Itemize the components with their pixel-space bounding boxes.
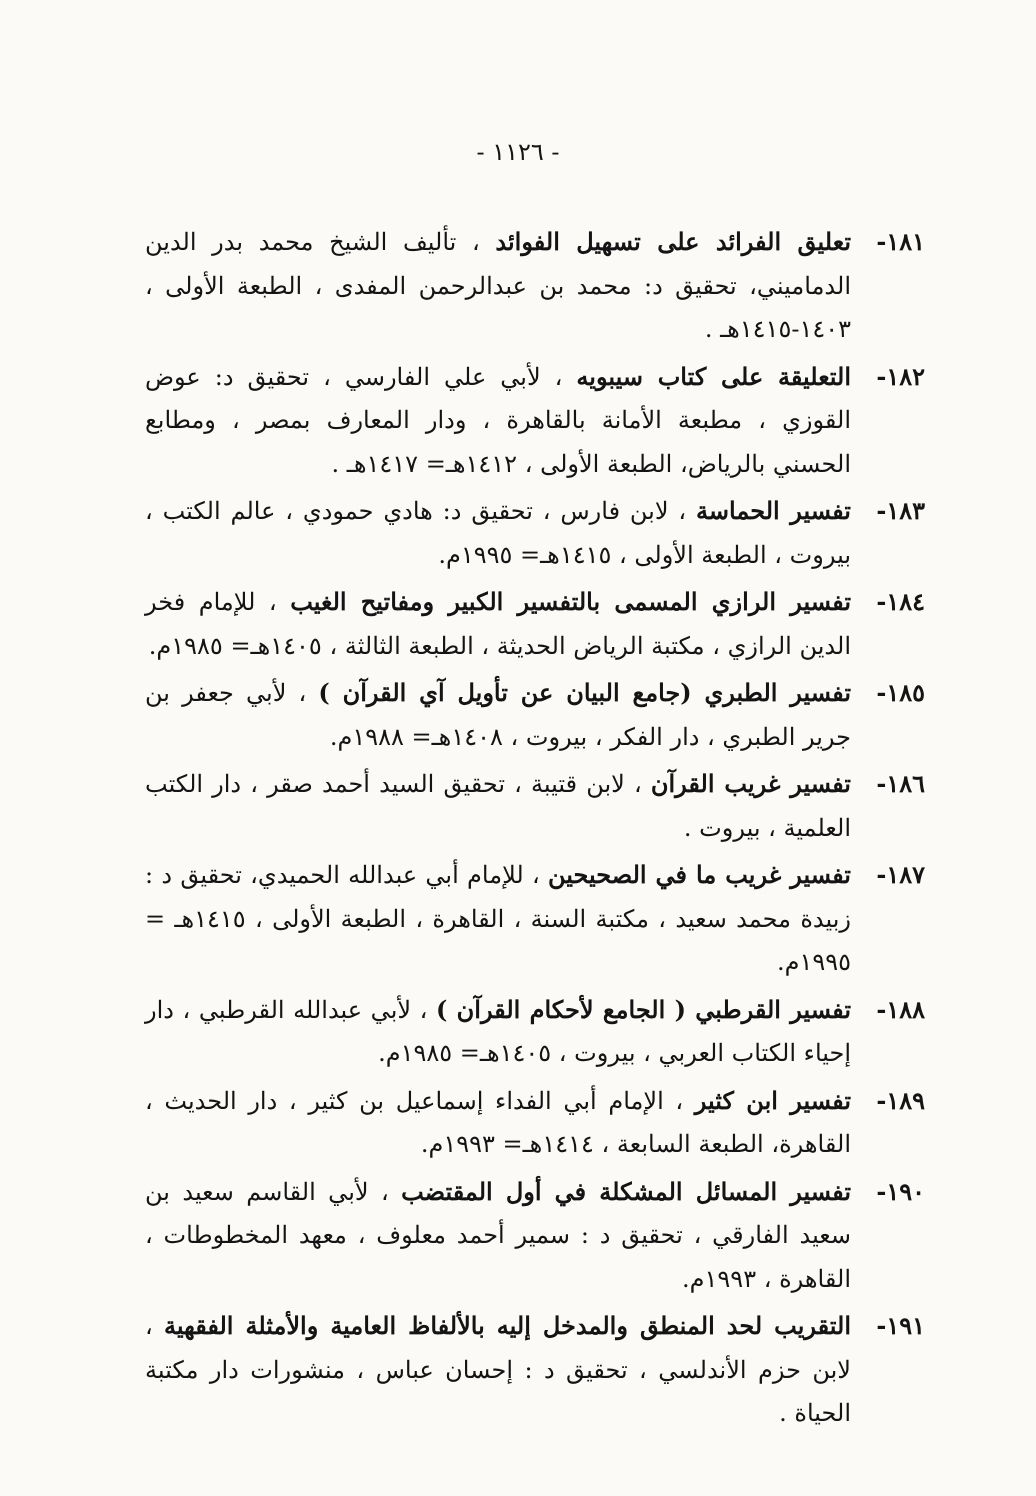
entry-details: ، للإمام فخر الدين الرازي ، مكتبة الرياض الحديثة ، الطبعة الثالثة ، ١٤٠٥هـ= ١٩٨٥م. <box>145 588 851 660</box>
list-item <box>145 1170 925 1302</box>
entry-title: التقريب لحد المنطق والمدخل إليه بالألفاظ العامية والأمثلة الفقهية <box>164 1311 851 1340</box>
page-number: - ١١٢٦ - <box>476 138 560 166</box>
entry-title: تفسير القرطبي ( الجامع لأحكام القرآن ) <box>435 994 851 1024</box>
entry-details: ، لابن قتيبة ، تحقيق السيد أحمد صقر ، دار الكتب العلمية ، بيروت . <box>145 770 851 842</box>
entry-details: ، لأبي جعفر بن جرير الطبري ، دار الفكر ، بيروت ، ١٤٠٨هـ= ١٩٨٨م. <box>145 679 851 751</box>
list-item <box>145 355 925 487</box>
entry-number: ١٨٩- <box>876 1085 925 1115</box>
entry-number: ١٩١- <box>876 1311 925 1340</box>
entry-number: ١٨٢- <box>876 361 925 391</box>
entry-title: تفسير الرازي المسمى بالتفسير الكبير ومفاتيح الغيب <box>290 587 852 616</box>
entry-number: ١٨١- <box>876 227 925 256</box>
entry-number: ١٨٧- <box>876 860 925 889</box>
list-item <box>145 1304 925 1436</box>
list-item <box>145 762 925 850</box>
entry-title: تفسير ابن كثير <box>694 1085 852 1115</box>
entry-title: تفسير الطبري (جامع البيان عن تأويل آي القرآن ) <box>318 678 851 707</box>
entry-title: تعليق الفرائد على تسهيل الفوائد <box>495 227 851 256</box>
entry-details: ، الإمام أبي الفداء إسماعيل بن كثير ، دار الحديث ، القاهرة، الطبعة السابعة ، ١٤١٤هـ= ١٩٩٣م. <box>145 1086 851 1158</box>
entry-title: تفسير غريب القرآن <box>650 769 851 798</box>
entry-title: التعليقة على كتاب سيبويه <box>576 361 852 391</box>
entry-details: ، لأبي علي الفارسي ، تحقيق د: عوض القوزي ، مطبعة الأمانة بالقاهرة ، ودار المعارف بمصر ، ومطابع الحسني بالرياض، الطبعة الأولى ، ١٤١٢هـ= ١٤١٧هـ . <box>145 362 851 478</box>
entry-details: ، لأبي القاسم سعيد بن سعيد الفارقي ، تحقيق د : سمير أحمد معلوف ، معهد المخطوطات ، القاهرة ، ١٩٩٣م. <box>145 1177 851 1293</box>
entry-details: ، للإمام أبي عبدالله الحميدي، تحقيق د : زبيدة محمد سعيد ، مكتبة السنة ، القاهرة ، الطبعة الأولى ، ١٤١٥هـ = ١٩٩٥م. <box>145 861 851 976</box>
entry-title: تفسير غريب ما في الصحيحين <box>548 860 851 889</box>
entry-details: ، تأليف الشيخ محمد بدر الدين الدماميني، تحقيق د: محمد بن عبدالرحمن المفدى ، الطبعة الأولى ، ١٤٠٣-١٤١٥هـ . <box>145 228 851 343</box>
list-item <box>145 671 925 759</box>
entry-details: ، لابن فارس ، تحقيق د: هادي حمودي ، عالم الكتب ، بيروت ، الطبعة الأولى ، ١٤١٥هـ= ١٩٩٥م. <box>145 497 851 569</box>
entry-number: ١٨٦- <box>876 769 925 798</box>
list-item <box>145 853 925 985</box>
entry-details: ، لابن حزم الأندلسي ، تحقيق د : إحسان عباس ، منشورات دار مكتبة الحياة . <box>145 1312 851 1427</box>
list-item <box>145 580 925 668</box>
bibliography-list <box>145 220 925 1439</box>
list-item <box>145 988 925 1076</box>
entry-number: ١٨٥- <box>876 678 925 707</box>
entry-number: ١٨٤- <box>876 587 925 616</box>
entry-details: ، لأبي عبدالله القرطبي ، دار إحياء الكتاب العربي ، بيروت ، ١٤٠٥هـ= ١٩٨٥م. <box>145 995 851 1067</box>
list-item <box>145 220 925 352</box>
entry-number: ١٨٣- <box>876 496 925 525</box>
entry-title: تفسير الحماسة <box>696 496 851 525</box>
entry-number: ١٨٨- <box>876 994 925 1024</box>
list-item <box>145 1079 925 1167</box>
entry-title: تفسير المسائل المشكلة في أول المقتضب <box>401 1176 851 1206</box>
list-item <box>145 489 925 577</box>
entry-number: ١٩٠- <box>876 1176 925 1206</box>
